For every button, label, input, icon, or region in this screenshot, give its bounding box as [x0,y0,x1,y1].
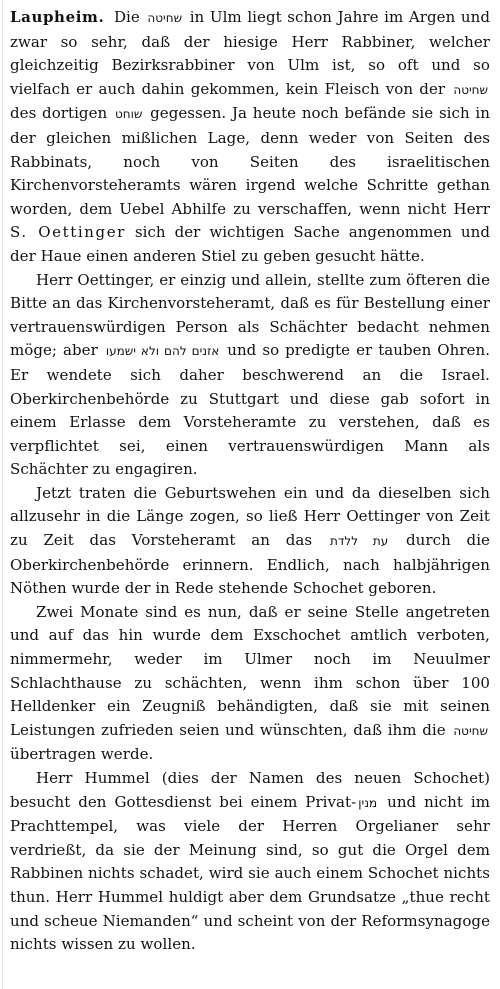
paragraph-3 [10,482,490,601]
paragraph-1 [10,6,490,269]
text-run: Herr Oettinger, er einzig und allein, stellte zum öfteren die Bitte an das Kirchenvorsteheramt, daß es für Bestellung einer vertrauenswürdigen Person als Schächter bedacht nehmen möge; aber [10,270,490,360]
hebrew-word: שחיטה [453,723,488,738]
text-run: und nicht im Prachttempel, was viele der Herren Orgelianer sehr verdrießt, da sie der Meinung sind, so gut die Orgel dem Rabbinen nichts schadet, wird sie auch einem Schochet nichts thun. Herr Hummel huldigt aber dem Grundsatze „thue recht und scheue Niemanden“ und scheint von der Reformsynagoge nichts wissen zu wollen. [10,792,490,954]
hebrew-phrase: אזנים להם ולא ישמעו [105,344,220,359]
text-run: Herr Hummel (dies der Namen des neuen Schochet) besucht den Gottesdienst bei einem Privat- [10,769,490,811]
text-run: Jetzt traten die Geburtswehen ein und da dieselben sich allzusehr in die Länge zogen, so ließ Herr Oettinger von Zeit zu Zeit das Vorsteheramt an das [10,483,490,550]
hebrew-word: שחיטה [453,82,489,97]
paragraph-2 [10,269,490,482]
text-run: gegessen. Ja heute noch befände sie sich in der gleichen mißlichen Lage, denn weder von Seiten des Rabbinats, noch von Seiten des israelitischen Kirchenvorsteheramts wären irgend welche Schritte gethan worden, dem Uebel Abhilfe zu verschaffen, wenn nicht Herr [10,104,490,218]
text-run: übertragen werde. [10,745,154,764]
text-run: und so predigte er tauben Ohren. Er wendete sich daher beschwerend an die Israel. Oberkirchenbehörde zu Stuttgart und diese gab sofort in einem Erlasse dem Vorsteheramte zu verstehen, daß es verpflichtet sei, einen vertrauenswürdigen Mann als Schächter zu engagiren. [10,341,491,479]
text-run: durch die Oberkirchenbehörde erinnern. Endlich, nach halbjährigen Nöthen wurde der in Rede stehende Schochet geboren. [10,531,490,598]
text-run: des dortigen [10,104,108,123]
dateline: Laupheim. [10,8,105,26]
person-name: S. Oettinger [10,223,126,242]
hebrew-phrase: עת ללדת [329,534,389,549]
text-run: Zwei Monate sind es nun, daß er seine Stelle angetreten und auf das hin wurde dem Exschochet amtlich verboten, nimmermehr, weder im Ulmer noch im Neuulmer Schlachthause zu schächten, wenn ihm schon über 100 Helldenker ein Zeugniß behändigten, daß sie mit seinen Leistungen zufrieden seien und wünschten, daß ihm die [10,602,490,739]
paragraph-4 [10,601,490,767]
text-run: Die [113,8,140,26]
hebrew-word: שחיטה [147,11,183,25]
paragraph-5 [10,767,490,957]
hebrew-word: שוחט [114,107,143,122]
hebrew-word: מנין [358,795,378,810]
text-run: in Ulm liegt schon Jahre im Argen und zwar so sehr, daß der hiesige Herr Rabbiner, welcher gleichzeitig Bezirksrabbiner von Ulm ist, so oft und so vielfach er auch dahin gekommen, kein Fleisch von der [10,8,490,98]
text-run: sich der wichtigen Sache angenommen und der Haue einen anderen Stiel zu geben gesucht hätte. [10,223,490,265]
